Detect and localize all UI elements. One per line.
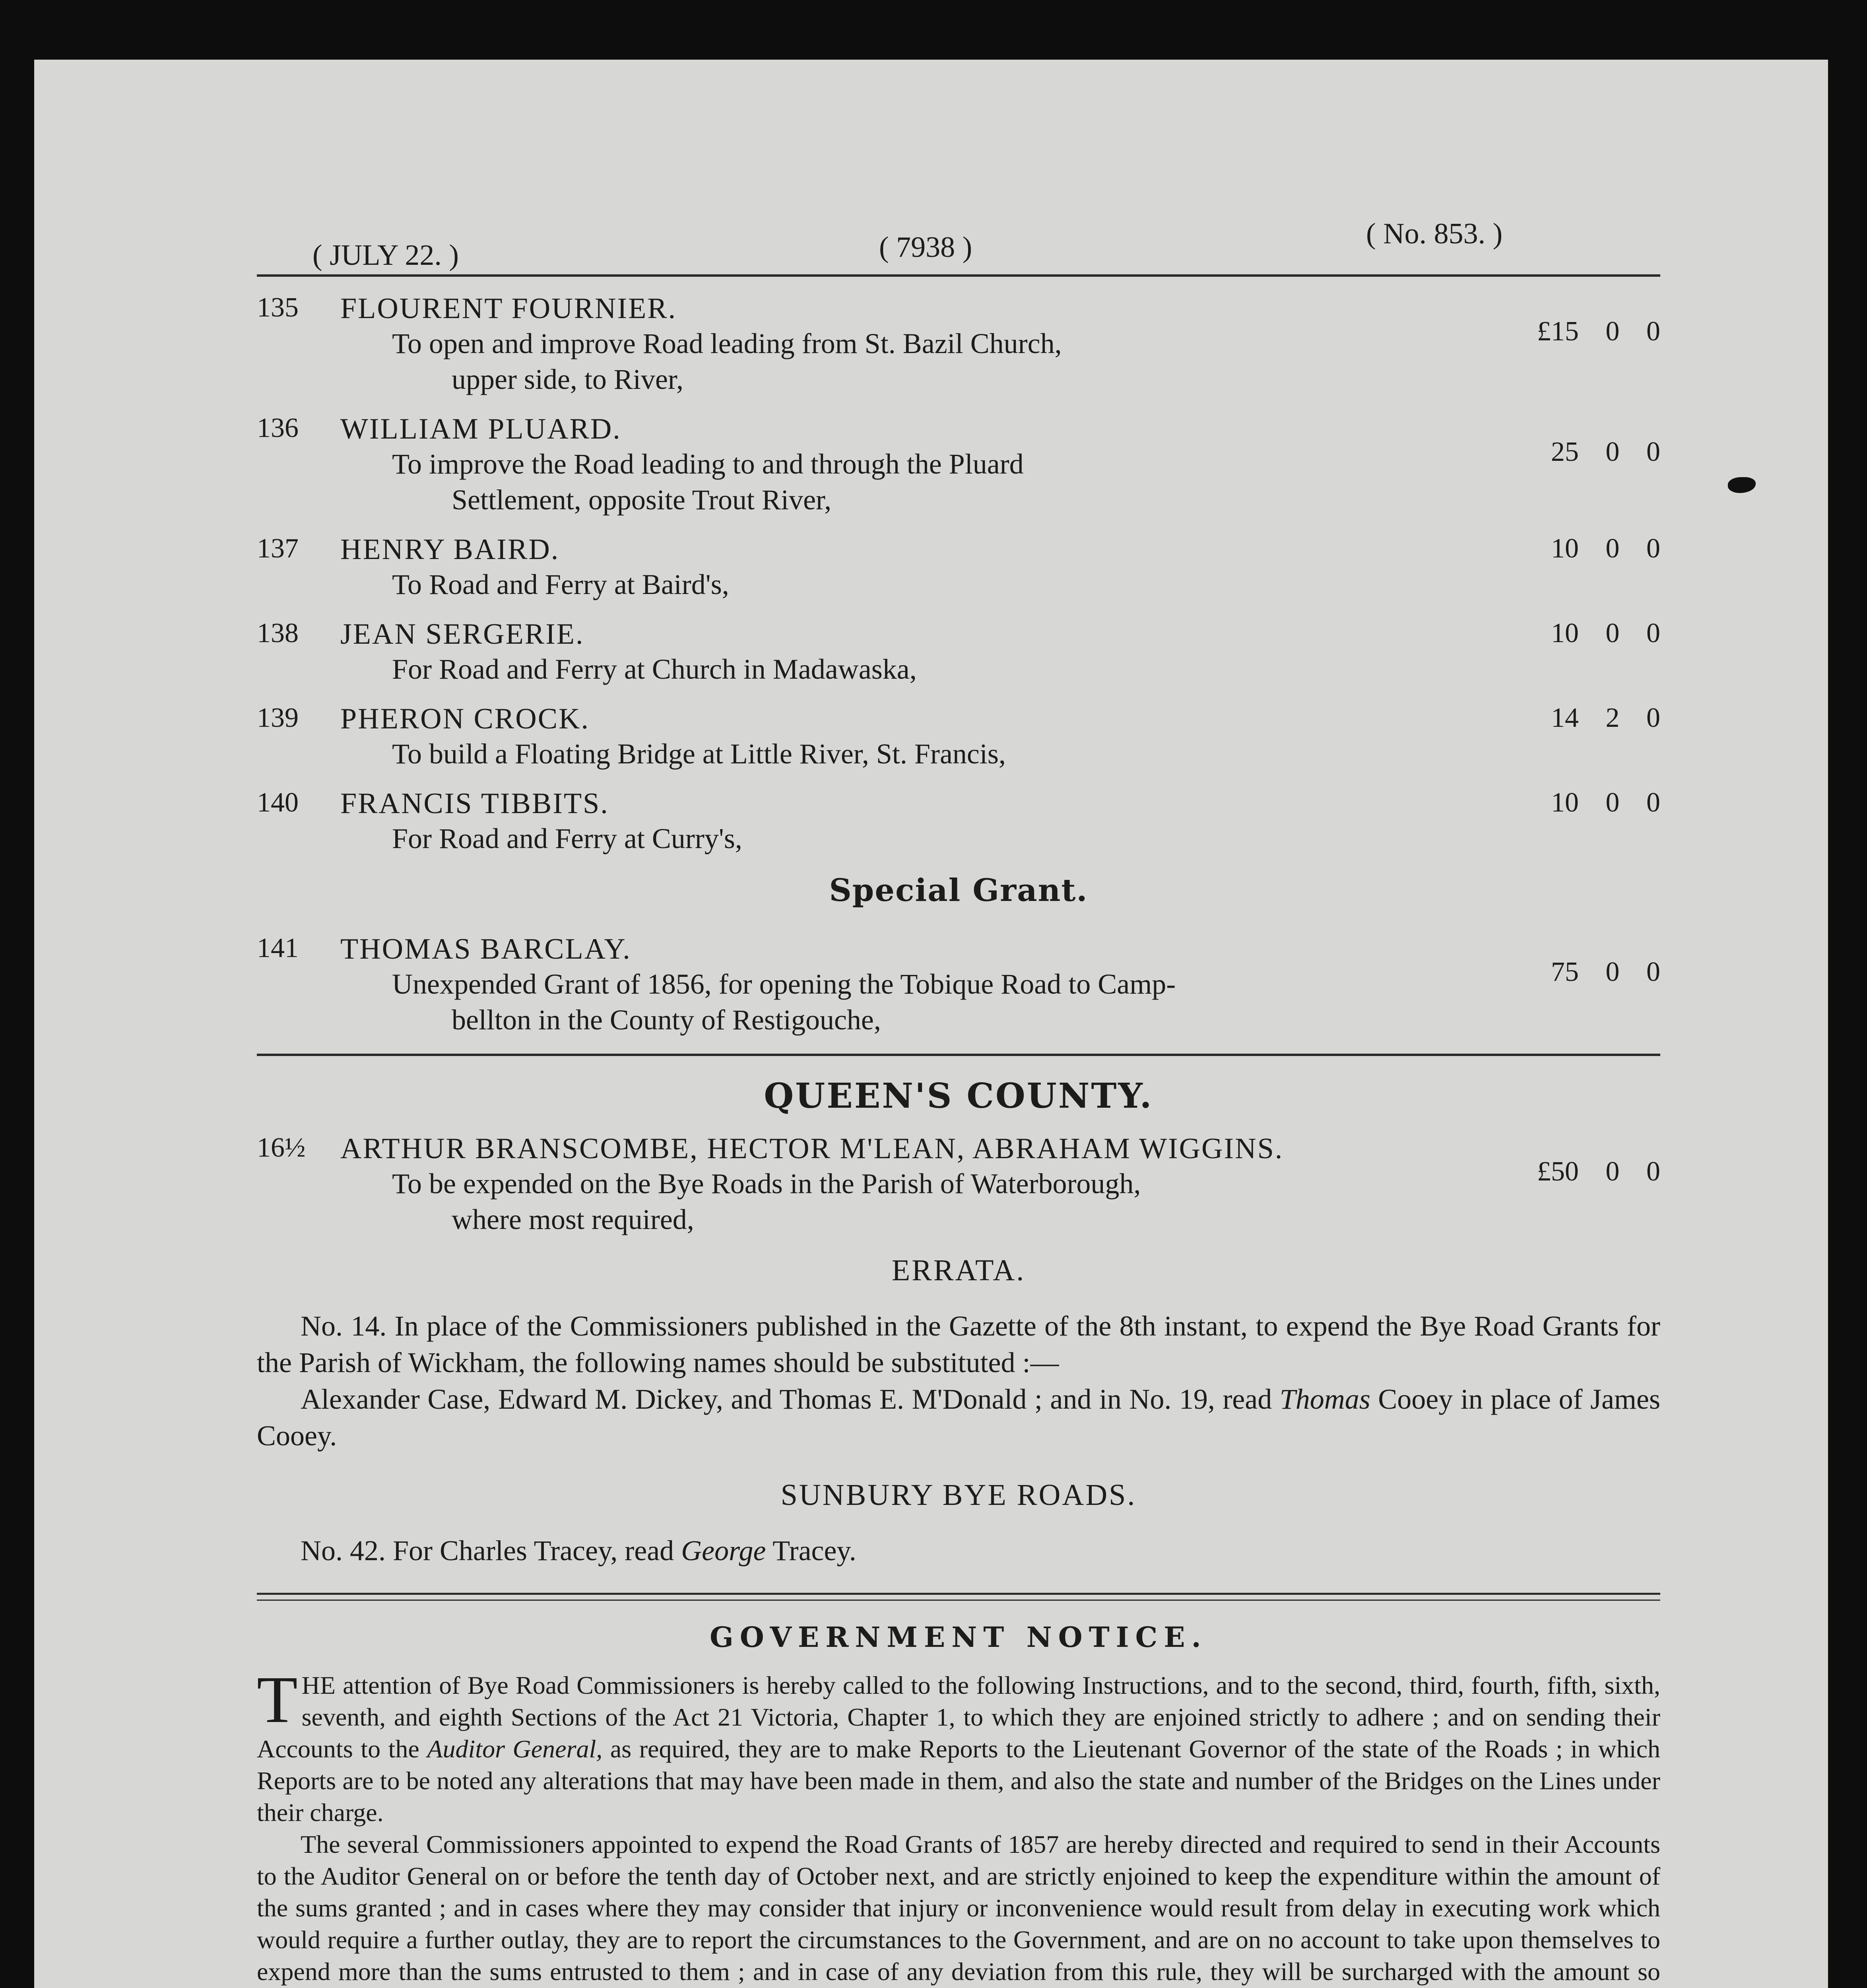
entry-line: To improve the Road leading to and through the Pluard xyxy=(392,448,1024,480)
entry-amount: 10 0 0 xyxy=(1551,533,1660,564)
entry-description xyxy=(392,567,1660,602)
government-notice-title: GOVERNMENT NOTICE. xyxy=(710,1621,1207,1654)
gazette-page xyxy=(34,60,1828,1988)
entry-description xyxy=(392,966,1660,1038)
errata-paragraph xyxy=(257,1381,1660,1454)
ink-blot xyxy=(1728,477,1756,493)
entry-line: To build a Floating Bridge at Little River, St. Francis, xyxy=(392,738,1006,770)
sunbury-text: No. 42. For Charles Tracey, read xyxy=(301,1535,674,1567)
errata-paragraph: No. 14. In place of the Commissioners published in the Gazette of the 8th instant, to expend the Bye Road Grants for the Parish of Wickham, the following names should be substituted :— xyxy=(257,1310,1660,1378)
entry-line: upper side, to River, xyxy=(452,363,683,395)
entry-number: 140 xyxy=(257,787,299,818)
entry-line: For Road and Ferry at Curry's, xyxy=(392,823,742,854)
entry-amount: 10 0 0 xyxy=(1551,618,1660,648)
grant-entry xyxy=(257,787,1660,856)
errata-italic: Thomas xyxy=(1279,1383,1370,1415)
entry-number: 16½ xyxy=(257,1132,306,1163)
sunbury-correction xyxy=(301,1532,1660,1569)
notice-text: HE attention of Bye Road Commissioners is hereby called to the following Instructions, and to the second, third, fourth, fifth, sixth, seventh, and eighth Sections of the Act 21 Victoria, Chapter 1, to which they are enjoined strictly to adhere ; and on sending their Accounts to the xyxy=(257,1671,1660,1763)
entry-number: 136 xyxy=(257,413,299,443)
entry-amount: £50 0 0 xyxy=(1537,1156,1660,1187)
entry-number: 139 xyxy=(257,703,299,733)
entry-line: where most required, xyxy=(452,1204,694,1235)
notice-paragraph: The several Commissioners appointed to expend the Road Grants of 1857 are hereby directed and required to send in their Accounts to the Auditor General on or before the tenth day of October next, and are strictly enjoined to keep the expenditure within the amount of the sums granted ; and in cases where they may consider that injury or inconvenience would result from delay in executing work which would require a further outlay, they are to report the circumstances to the Government, and are on no account to take upon themselves to expend more than the sums entrusted to them ; and in case of any deviation from this rule, they will be surcharged with the amount so xyxy=(257,1830,1660,1986)
header-rule xyxy=(257,274,1660,277)
entry-description xyxy=(392,736,1660,772)
entry-line: bellton in the County of Restigouche, xyxy=(452,1004,881,1036)
entry-name: HENRY BAIRD. xyxy=(340,533,560,566)
entry-line: Settlement, opposite Trout River, xyxy=(452,484,832,516)
entry-line: Unexpended Grant of 1856, for opening the Tobique Road to Camp- xyxy=(392,968,1176,1000)
grant-entry xyxy=(257,702,1660,772)
entry-name: PHERON CROCK. xyxy=(340,703,590,735)
entry-description xyxy=(392,821,1660,856)
entry-amount: 75 0 0 xyxy=(1551,957,1660,987)
notice-paragraph xyxy=(257,1663,1661,1829)
sunbury-title: SUNBURY BYE ROADS. xyxy=(780,1478,1137,1512)
errata-text: Alexander Case, Edward M. Dickey, and Thomas E. M'Donald ; and in No. 19, read xyxy=(301,1383,1272,1415)
entry-name: JEAN SERGERIE. xyxy=(340,618,584,650)
entry-line: To open and improve Road leading from St. Bazil Church, xyxy=(392,328,1062,359)
entry-line: For Road and Ferry at Church in Madawaska, xyxy=(392,653,917,685)
entry-description xyxy=(392,326,1660,397)
errata-text: Cooey in place of James Cooey. xyxy=(257,1383,1661,1452)
notice-text: as required, they are to make Reports to the Lieutenant Governor of the state of the Roads ; in which Reports are to be noted any alterations that may have been made in them, and also the state and number of the Bridges on the Lines under their charge. xyxy=(257,1735,1661,1827)
special-grant-title: Special Grant. xyxy=(829,872,1088,909)
grant-entry xyxy=(257,533,1660,602)
drop-cap: T xyxy=(257,1663,298,1737)
special-grant-entry xyxy=(257,932,1660,1038)
header-page-number: ( 7938 ) xyxy=(879,231,972,264)
entry-number: 135 xyxy=(257,292,299,323)
entry-amount: 14 2 0 xyxy=(1551,703,1660,733)
entry-name: WILLIAM PLUARD. xyxy=(340,413,621,445)
notice-rule xyxy=(257,1593,1660,1601)
grant-entry xyxy=(257,292,1660,397)
entry-line: To Road and Ferry at Baird's, xyxy=(392,569,729,600)
entry-number: 137 xyxy=(257,533,299,564)
entry-line: To be expended on the Bye Roads in the Parish of Waterborough, xyxy=(392,1168,1141,1200)
page-content xyxy=(257,195,1660,1988)
grant-entry xyxy=(257,617,1660,687)
entry-number: 138 xyxy=(257,618,299,648)
entry-amount: 25 0 0 xyxy=(1551,437,1660,467)
entry-description xyxy=(392,651,1660,687)
sunbury-text: Tracey. xyxy=(772,1535,856,1567)
entry-amount: £15 0 0 xyxy=(1537,316,1660,347)
entry-name: FLOURENT FOURNIER. xyxy=(340,292,677,325)
entry-name: THOMAS BARCLAY. xyxy=(340,933,631,965)
header-date: ( JULY 22. ) xyxy=(312,239,459,272)
government-notice-body xyxy=(257,1663,1661,1988)
sunbury-italic: George xyxy=(681,1535,766,1567)
section-rule xyxy=(257,1054,1660,1056)
grant-list xyxy=(257,292,1660,856)
entry-number: 141 xyxy=(257,933,299,963)
entry-name: FRANCIS TIBBITS. xyxy=(340,787,609,820)
entry-description xyxy=(392,446,1660,518)
entry-description xyxy=(392,1166,1660,1237)
notice-italic: Auditor General, xyxy=(427,1735,603,1763)
header-issue-number: ( No. 853. ) xyxy=(1366,217,1503,250)
entry-amount: 10 0 0 xyxy=(1551,787,1660,818)
grant-entry xyxy=(257,412,1660,518)
entry-name: ARTHUR BRANSCOMBE, HECTOR M'LEAN, ABRAHAM WIGGINS. xyxy=(340,1132,1284,1165)
queens-county-entry xyxy=(257,1132,1660,1237)
errata-title: ERRATA. xyxy=(891,1254,1026,1287)
queens-county-title: QUEEN'S COUNTY. xyxy=(764,1076,1153,1116)
page-header xyxy=(257,195,1660,274)
